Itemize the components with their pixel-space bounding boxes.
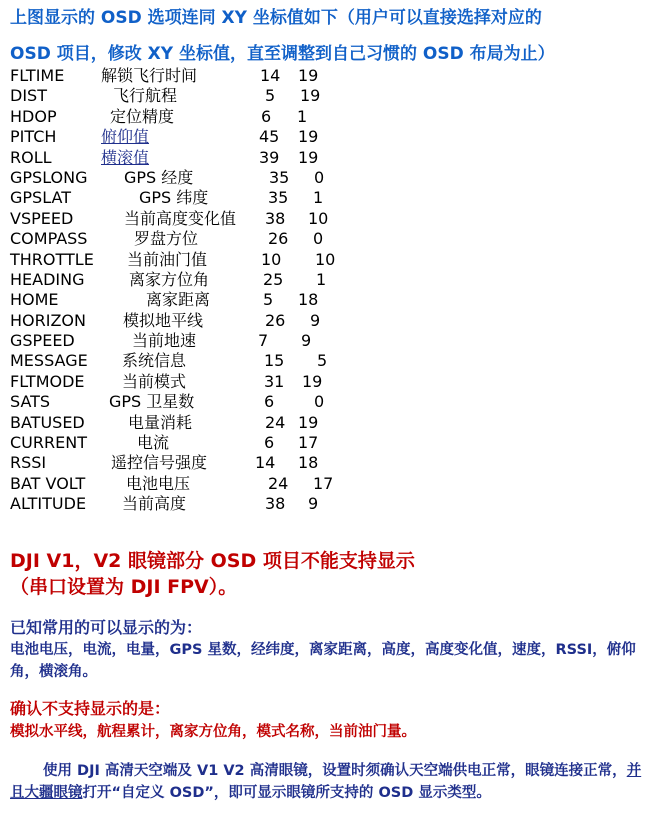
- dji-unsupported-heading: [10, 548, 650, 600]
- osd-item-y: 0: [313, 229, 324, 249]
- osd-item-description: 飞行航程: [113, 86, 178, 106]
- osd-item-x: 15: [264, 351, 285, 371]
- unsupported-title: 确认不支持显示的是：: [10, 699, 171, 718]
- osd-item-description: 当前模式: [122, 371, 187, 391]
- osd-item-x: 35: [268, 188, 289, 208]
- osd-item-y: 9: [308, 494, 319, 514]
- osd-item-description: 罗盘方位: [134, 229, 199, 249]
- osd-item-y: 1: [316, 269, 327, 289]
- osd-item-y: 18: [298, 453, 319, 473]
- osd-item-y: 17: [313, 473, 334, 493]
- osd-item-name: PITCH: [10, 127, 57, 147]
- osd-item-x: 38: [265, 494, 286, 514]
- osd-item-x: 7: [258, 331, 269, 351]
- osd-item-description: GPS 纬度: [139, 188, 209, 208]
- osd-item-description: GPS 经度: [124, 167, 194, 187]
- osd-item-y: 19: [302, 371, 323, 391]
- intro-line-2: OSD 项目，修改 XY 坐标值，直至调整到自己习惯的 OSD 布局为止）: [10, 44, 555, 64]
- osd-item-x: 25: [263, 269, 284, 289]
- osd-item-name: GPSLAT: [10, 188, 71, 208]
- osd-item-x: 35: [269, 167, 290, 187]
- dji-heading-line-2: （串口设置为 DJI FPV）。: [10, 576, 238, 598]
- osd-item-name: SATS: [10, 392, 51, 412]
- osd-item-y: 0: [314, 392, 325, 412]
- osd-item-x: 26: [268, 229, 289, 249]
- osd-item-name: ROLL: [10, 147, 52, 167]
- osd-item-description: 当前高度: [122, 494, 187, 514]
- osd-item-description: GPS 卫星数: [109, 392, 195, 412]
- osd-item-y: 18: [298, 290, 319, 310]
- osd-item-y: 19: [298, 127, 319, 147]
- osd-item-y: 19: [298, 147, 319, 167]
- osd-item-description: 系统信息: [122, 351, 187, 371]
- osd-item-description: 电量消耗: [128, 412, 193, 432]
- osd-item-name: CURRENT: [10, 433, 87, 453]
- osd-item-y: 19: [298, 66, 319, 85]
- dji-heading-line-1: DJI V1，V2 眼镜部分 OSD 项目不能支持显示: [10, 550, 415, 572]
- osd-item-y: 5: [317, 351, 328, 371]
- osd-item-x: 14: [260, 66, 281, 85]
- osd-item-description: 离家方位角: [129, 269, 210, 289]
- intro-line-1: 上图显示的 OSD 选项连同 XY 坐标值如下（用户可以直接选择对应的: [10, 8, 542, 28]
- osd-item-x: 24: [265, 412, 286, 432]
- osd-item-y: 19: [300, 86, 321, 106]
- osd-item-x: 26: [265, 310, 286, 330]
- osd-item-y: 9: [310, 310, 321, 330]
- osd-item-name: HOME: [10, 290, 59, 310]
- osd-item-x: 39: [259, 147, 280, 167]
- osd-item-description: 离家距离: [146, 290, 211, 310]
- osd-item-name: HEADING: [10, 269, 85, 289]
- osd-item-name: VSPEED: [10, 208, 74, 228]
- osd-item-y: 10: [308, 208, 329, 228]
- osd-item-y: 1: [313, 188, 324, 208]
- osd-item-x: 5: [263, 290, 274, 310]
- osd-item-name: COMPASS: [10, 229, 88, 249]
- osd-item-y: 19: [298, 412, 319, 432]
- osd-item-x: 6: [261, 106, 272, 126]
- usage-text-c: 打开“自定义 OSD”，即可显示眼镜所支持的 OSD 显示类型。: [82, 785, 491, 801]
- osd-item-name: BAT VOLT: [10, 473, 86, 493]
- osd-item-description: 俯仰值: [101, 127, 150, 147]
- osd-item-x: 10: [261, 249, 282, 269]
- osd-item-description: 遥控信号强度: [111, 453, 208, 473]
- osd-item-name: HDOP: [10, 106, 57, 126]
- osd-item-description: 当前油门值: [127, 249, 208, 269]
- usage-text-a: 使用 DJI 高清天空端及 V1 V2 高清眼镜，设置时须确认天空端供电正常，眼镜连接正常，: [43, 763, 627, 779]
- osd-item-description: 电池电压: [126, 473, 191, 493]
- osd-item-y: 9: [301, 331, 312, 351]
- intro-paragraph: [10, 0, 650, 72]
- osd-item-name: MESSAGE: [10, 351, 88, 371]
- osd-item-x: 14: [255, 453, 276, 473]
- osd-item-y: 1: [297, 106, 308, 126]
- osd-item-description: 当前高度变化值: [124, 208, 237, 228]
- osd-item-x: 38: [265, 208, 286, 228]
- osd-item-name: RSSI: [10, 453, 47, 473]
- osd-item-x: 45: [259, 127, 280, 147]
- osd-item-y: 17: [298, 433, 319, 453]
- osd-item-description: 定位精度: [110, 106, 175, 126]
- osd-item-name: GPSLONG: [10, 167, 88, 187]
- usage-text-underlined: 并且大疆眼镜: [10, 763, 642, 801]
- osd-item-y: 10: [315, 249, 336, 269]
- unsupported-list: 模拟水平线，航程累计，离家方位角，模式名称，当前油门量。: [10, 724, 416, 740]
- osd-item-x: 24: [268, 473, 289, 493]
- known-supported-list: 电池电压，电流，电量，GPS 星数，经纬度，离家距离，高度，高度变化值，速度，RSSI，俯仰角，横滚角。: [10, 642, 636, 680]
- osd-item-name: DIST: [10, 86, 47, 106]
- osd-item-description: 电流: [137, 433, 170, 453]
- osd-item-description: 解锁飞行时间: [101, 66, 198, 85]
- osd-item-y: 0: [314, 167, 325, 187]
- osd-item-x: 5: [265, 86, 276, 106]
- osd-item-description: 横滚值: [101, 147, 150, 167]
- osd-item-description: 模拟地平线: [123, 310, 204, 330]
- osd-item-name: BATUSED: [10, 412, 85, 432]
- osd-item-x: 31: [264, 371, 285, 391]
- osd-item-x: 6: [264, 433, 275, 453]
- known-supported-title: 已知常用的可以显示的为：: [10, 618, 203, 637]
- osd-item-name: ALTITUDE: [10, 494, 87, 514]
- osd-item-name: HORIZON: [10, 310, 86, 330]
- osd-item-name: FLTIME: [10, 66, 65, 85]
- osd-item-name: FLTMODE: [10, 371, 85, 391]
- usage-instructions: [10, 760, 642, 804]
- osd-item-name: THROTTLE: [10, 249, 94, 269]
- osd-item-name: GSPEED: [10, 331, 75, 351]
- osd-item-x: 6: [264, 392, 275, 412]
- osd-item-description: 当前地速: [132, 331, 197, 351]
